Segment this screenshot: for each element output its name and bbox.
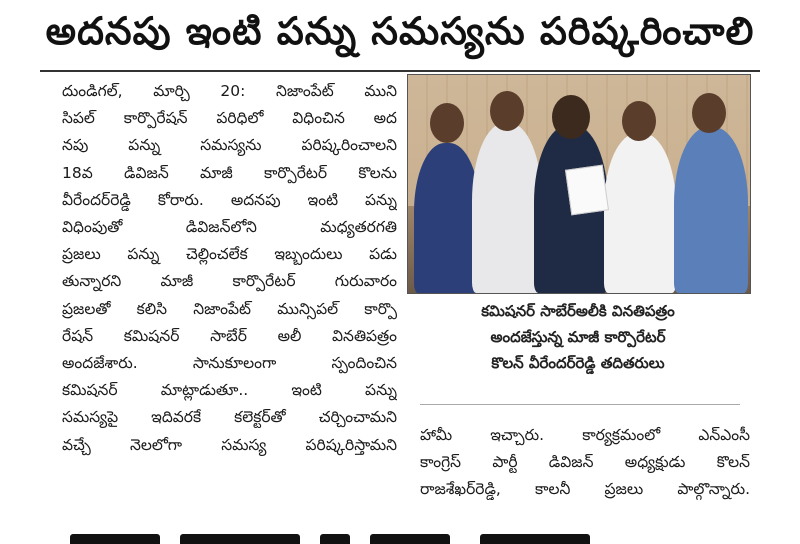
article-continuation-column: [420, 422, 750, 504]
body-line: ప్రజలతో కలిసి నిజాంపేట్ మున్సిపల్ కార్పొ: [62, 299, 397, 318]
body-line: విధింపుతో డివిజన్‌లోని మధ్యతరగతి: [62, 218, 397, 237]
caption-line: కొలన్ వీరేందర్‌రెడ్డి తదితరులు: [491, 354, 665, 372]
person-figure: [604, 133, 676, 293]
body-line: వచ్చే నెలలోగా సమస్య పరిష్కరిస్తామని: [62, 435, 397, 454]
body-line: సమస్యపై ఇదివరకే కలెక్టర్‌తో చర్చించామని: [62, 408, 397, 427]
body-line: రాజశేఖర్‌రెడ్డి, కాలనీ ప్రజలు పాల్గొన్నారు.: [420, 480, 750, 499]
person-figure: [472, 123, 542, 293]
body-line: నపు పన్ను సమస్యను పరిష్కరించాలని: [62, 136, 397, 155]
person-head: [692, 93, 726, 133]
news-photo: [407, 74, 751, 294]
headline-divider: [40, 70, 760, 72]
body-line: కమిషనర్ మాట్లాడుతూ.. ఇంటి పన్ను: [62, 381, 397, 400]
body-line: సిపల్ కార్పొరేషన్ పరిధిలో విధించిన అద: [62, 109, 397, 128]
caption-line: కమిషనర్ సాబేర్‌అలీకి వినతిపత్రం: [481, 302, 675, 320]
caption-line: అందజేస్తున్న మాజీ కార్పొరేటర్: [490, 328, 666, 346]
body-line: రేషన్ కమిషనర్ సాబేర్ అలీ వినతిపత్రం: [62, 326, 397, 345]
photo-caption: [407, 298, 749, 376]
body-line: ప్రజలు పన్ను చెల్లించలేక ఇబ్బందులు పడు: [62, 245, 397, 264]
petition-paper: [565, 165, 609, 216]
person-head: [430, 103, 464, 143]
body-line: కాంగ్రెస్ పార్టీ డివిజన్ అధ్యక్షుడు కొలన్: [420, 453, 750, 472]
article-body-column: [62, 78, 397, 459]
caption-divider: [420, 404, 740, 405]
headline: అదనపు ఇంటి పన్ను సమస్యను పరిష్కరించాలి: [45, 9, 755, 53]
body-line: అందజేశారు. సానుకూలంగా స్పందించిన: [62, 354, 397, 373]
person-head: [490, 91, 524, 131]
body-line: దుండిగల్, మార్చి 20: నిజాంపేట్ ముని: [62, 82, 397, 100]
person-head: [552, 95, 590, 139]
body-line: వీరేందర్‌రెడ్డి కోరారు. అదనపు ఇంటి పన్ను: [62, 190, 397, 209]
person-head: [622, 101, 656, 141]
next-headline-cropped: [60, 528, 750, 544]
body-line: తున్నారని మాజీ కార్పొరేటర్ గురువారం: [62, 272, 397, 291]
person-figure: [414, 143, 480, 293]
body-line: 18వ డివిజన్ మాజీ కార్పొరేటర్ కొలను: [62, 163, 397, 182]
body-line: హామీ ఇచ్చారు. కార్యక్రమంలో ఎన్ఎంసీ: [420, 426, 750, 444]
person-figure: [674, 127, 748, 293]
